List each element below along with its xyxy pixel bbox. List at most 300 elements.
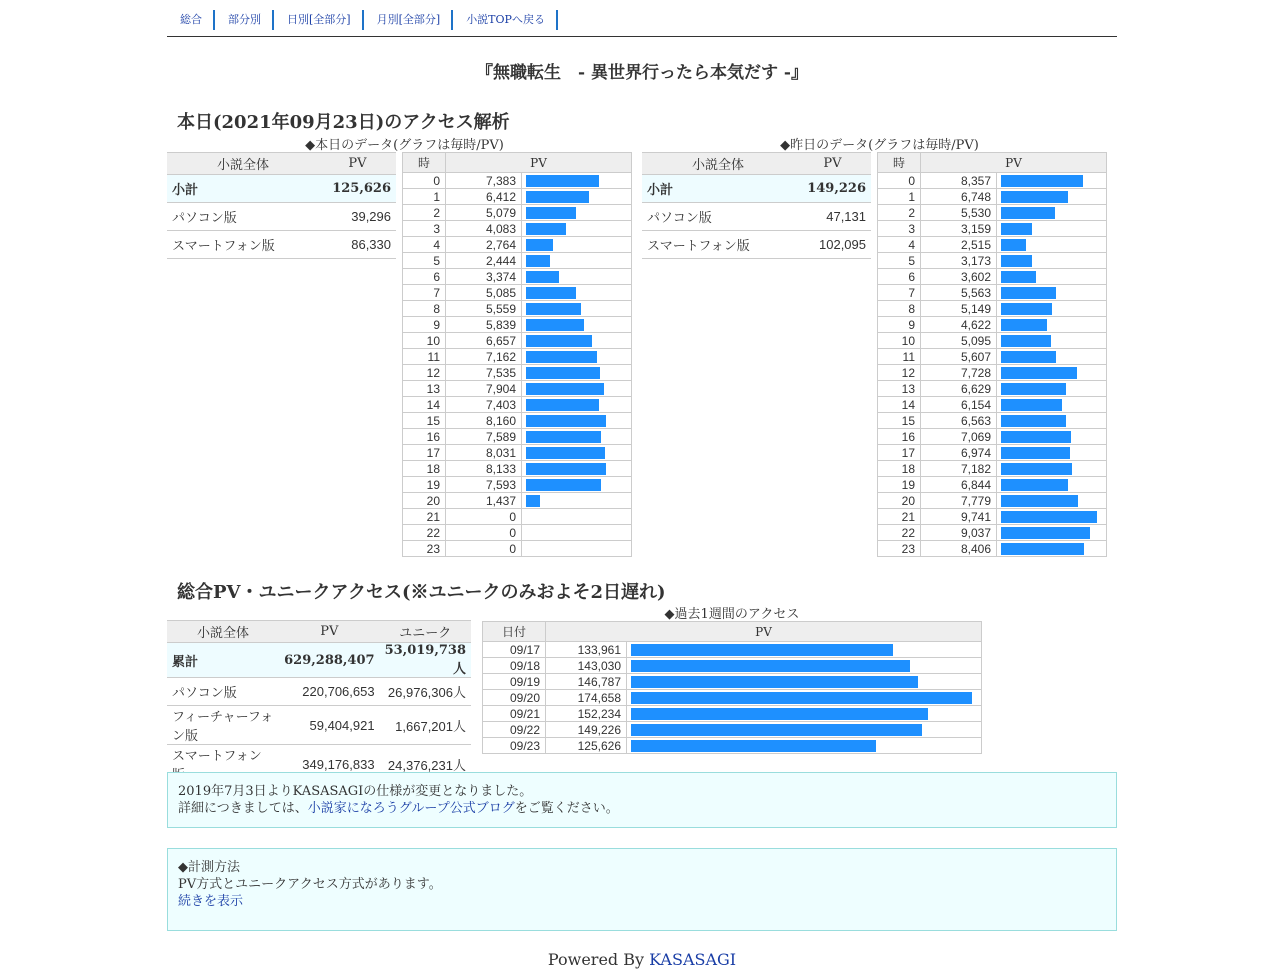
today-hour-pv: 5,559 (446, 301, 522, 317)
row-unique: 26,976,306人 (380, 678, 471, 706)
total-row-pc (167, 678, 471, 706)
today-hour-bar (526, 239, 553, 251)
today-hour-bar-cell (522, 237, 632, 253)
today-hour-bar (526, 383, 604, 395)
today-hour-pv: 7,162 (446, 349, 522, 365)
today-hour-label: 2 (403, 205, 446, 221)
col-header-date: 日付 (483, 622, 546, 642)
today-hour-label: 7 (403, 285, 446, 301)
row-value: 39,296 (319, 203, 396, 231)
today-hour-row (403, 253, 632, 269)
today-hour-pv: 3,374 (446, 269, 522, 285)
today-hour-bar (526, 223, 566, 235)
notice-line2 (178, 800, 1106, 817)
nav-link-summary[interactable]: 総合 (167, 10, 215, 30)
method-title: ◆計測方法 (178, 860, 240, 875)
today-hour-row (403, 173, 632, 189)
today-hour-bar-cell (522, 525, 632, 541)
today-hour-label: 4 (403, 237, 446, 253)
yesterday-hour-label: 22 (878, 525, 921, 541)
week-day-pv: 143,030 (546, 658, 627, 674)
yesterday-hour-pv: 2,515 (921, 237, 997, 253)
yesterday-hour-pv: 4,622 (921, 317, 997, 333)
today-hour-label: 11 (403, 349, 446, 365)
yesterday-hour-bar (1001, 543, 1084, 555)
today-hour-row (403, 381, 632, 397)
yesterday-hour-pv: 5,607 (921, 349, 997, 365)
yesterday-hour-pv: 3,602 (921, 269, 997, 285)
today-hour-label: 23 (403, 541, 446, 557)
today-hour-bar-cell (522, 349, 632, 365)
yesterday-hour-label: 23 (878, 541, 921, 557)
week-day-row (483, 658, 982, 674)
today-hour-label: 20 (403, 493, 446, 509)
yesterday-hour-bar (1001, 223, 1032, 235)
row-label: パソコン版 (167, 203, 319, 231)
week-day-pv: 125,626 (546, 738, 627, 754)
nav-divider (167, 36, 1117, 37)
yesterday-hour-pv: 8,357 (921, 173, 997, 189)
today-hour-bar-cell (522, 301, 632, 317)
week-day-row (483, 642, 982, 658)
today-hour-bar-cell (522, 333, 632, 349)
today-hour-bar-cell (522, 189, 632, 205)
yesterday-hour-row (878, 477, 1107, 493)
today-hourly-table (402, 152, 632, 557)
today-hour-bar (526, 255, 550, 267)
row-unique: 53,019,738人 (380, 643, 471, 678)
yesterday-hour-row (878, 541, 1107, 557)
today-hour-label: 9 (403, 317, 446, 333)
row-label: 小計 (642, 175, 794, 203)
notice-line1: 2019年7月3日よりKASASAGIの仕様が変更となりました。 (178, 784, 533, 799)
yesterday-hour-bar (1001, 303, 1052, 315)
notice-line2-pre: 詳細につきましては、 (178, 801, 308, 816)
week-day-bar-cell (627, 690, 982, 706)
row-unique: 1,667,201人 (380, 706, 471, 745)
today-hour-label: 19 (403, 477, 446, 493)
today-hour-row (403, 541, 632, 557)
week-day-label: 09/20 (483, 690, 546, 706)
yesterday-hour-bar-cell (997, 333, 1107, 349)
week-day-row (483, 690, 982, 706)
yesterday-hour-pv: 3,173 (921, 253, 997, 269)
row-label: フィーチャーフォン版 (167, 706, 279, 745)
today-hour-label: 6 (403, 269, 446, 285)
today-hour-bar-cell (522, 445, 632, 461)
col-header-novel: 小説全体 (642, 153, 794, 175)
week-day-bar-cell (627, 722, 982, 738)
yesterday-hour-bar (1001, 495, 1078, 507)
today-hour-pv: 7,535 (446, 365, 522, 381)
yesterday-hour-row (878, 285, 1107, 301)
total-table (167, 620, 471, 784)
week-day-row (483, 722, 982, 738)
yesterday-hour-pv: 6,974 (921, 445, 997, 461)
summary-row-subtotal (167, 175, 396, 203)
row-label: パソコン版 (642, 203, 794, 231)
row-pv: 59,404,921 (279, 706, 379, 745)
yesterday-hour-row (878, 397, 1107, 413)
week-day-label: 09/19 (483, 674, 546, 690)
summary-row-smartphone (167, 231, 396, 259)
yesterday-hour-row (878, 461, 1107, 477)
today-hour-bar-cell (522, 477, 632, 493)
today-hour-label: 21 (403, 509, 446, 525)
col-header-unique: ユニーク (380, 621, 471, 643)
week-day-bar-cell (627, 674, 982, 690)
yesterday-hour-label: 10 (878, 333, 921, 349)
yesterday-hourly-table (877, 152, 1107, 557)
yesterday-hour-label: 16 (878, 429, 921, 445)
footer (167, 950, 1117, 969)
yesterday-hour-bar-cell (997, 461, 1107, 477)
today-hour-pv: 0 (446, 509, 522, 525)
yesterday-hour-label: 19 (878, 477, 921, 493)
today-hour-pv: 7,593 (446, 477, 522, 493)
yesterday-hour-label: 1 (878, 189, 921, 205)
yesterday-hour-label: 14 (878, 397, 921, 413)
yesterday-hour-label: 13 (878, 381, 921, 397)
today-hour-pv: 7,403 (446, 397, 522, 413)
yesterday-hour-bar (1001, 351, 1056, 363)
week-day-bar-cell (627, 738, 982, 754)
method-box (167, 848, 1117, 931)
today-hour-label: 8 (403, 301, 446, 317)
today-hour-row (403, 509, 632, 525)
yesterday-hour-label: 17 (878, 445, 921, 461)
today-hour-label: 17 (403, 445, 446, 461)
yesterday-hour-bar (1001, 399, 1062, 411)
show-more-link[interactable]: 続きを表示 (178, 894, 244, 909)
yesterday-hour-label: 20 (878, 493, 921, 509)
footer-prefix: Powered By (547, 950, 650, 969)
today-hour-row (403, 461, 632, 477)
week-day-bar (631, 724, 922, 736)
yesterday-hour-row (878, 317, 1107, 333)
yesterday-hour-row (878, 365, 1107, 381)
yesterday-hour-bar-cell (997, 269, 1107, 285)
yesterday-hour-bar (1001, 367, 1077, 379)
today-hour-label: 12 (403, 365, 446, 381)
yesterday-hour-label: 6 (878, 269, 921, 285)
yesterday-hour-label: 8 (878, 301, 921, 317)
today-hour-row (403, 477, 632, 493)
today-hour-pv: 6,412 (446, 189, 522, 205)
today-hour-row (403, 333, 632, 349)
yesterday-hour-bar-cell (997, 413, 1107, 429)
yesterday-hour-bar (1001, 415, 1066, 427)
yesterday-hour-pv: 5,095 (921, 333, 997, 349)
yesterday-hour-bar-cell (997, 317, 1107, 333)
today-hour-bar (526, 367, 600, 379)
today-hour-pv: 8,031 (446, 445, 522, 461)
today-hour-bar (526, 415, 606, 427)
yesterday-hour-row (878, 221, 1107, 237)
today-hour-row (403, 349, 632, 365)
yesterday-hour-row (878, 189, 1107, 205)
yesterday-hour-bar-cell (997, 221, 1107, 237)
today-hour-label: 10 (403, 333, 446, 349)
week-day-pv: 133,961 (546, 642, 627, 658)
yesterday-caption: ◆昨日のデータ(グラフは毎時/PV) (780, 138, 979, 153)
yesterday-hour-label: 5 (878, 253, 921, 269)
yesterday-hour-pv: 6,629 (921, 381, 997, 397)
yesterday-hour-row (878, 301, 1107, 317)
yesterday-hour-bar-cell (997, 445, 1107, 461)
summary-row-pc (642, 203, 871, 231)
row-pv: 220,706,653 (279, 678, 379, 706)
row-value: 86,330 (319, 231, 396, 259)
week-day-bar (631, 644, 893, 656)
col-header-hour: 時 (403, 153, 446, 173)
yesterday-summary-table (642, 152, 871, 259)
yesterday-hour-pv: 5,563 (921, 285, 997, 301)
total-row-featurephone (167, 706, 471, 745)
today-hour-label: 5 (403, 253, 446, 269)
today-hour-pv: 7,904 (446, 381, 522, 397)
yesterday-hour-row (878, 509, 1107, 525)
today-hour-bar-cell (522, 173, 632, 189)
today-hour-bar-cell (522, 269, 632, 285)
today-summary-table (167, 152, 396, 259)
row-value: 149,226 (794, 175, 871, 203)
today-hour-bar-cell (522, 413, 632, 429)
total-row-cumulative (167, 643, 471, 678)
today-hour-pv: 4,083 (446, 221, 522, 237)
today-hour-row (403, 429, 632, 445)
top-nav (167, 9, 558, 31)
yesterday-hour-bar-cell (997, 301, 1107, 317)
today-hour-label: 22 (403, 525, 446, 541)
week-caption: ◆過去1週間のアクセス (664, 607, 800, 622)
today-hour-bar-cell (522, 285, 632, 301)
yesterday-hour-bar-cell (997, 493, 1107, 509)
today-hour-pv: 2,444 (446, 253, 522, 269)
row-pv: 629,288,407 (279, 643, 379, 678)
today-hour-bar (526, 399, 599, 411)
week-day-bar-cell (627, 642, 982, 658)
yesterday-hour-bar (1001, 255, 1032, 267)
today-hour-bar-cell (522, 221, 632, 237)
yesterday-hour-row (878, 349, 1107, 365)
official-blog-link[interactable]: 小説家になろうグループ公式ブログ (307, 801, 515, 816)
col-header-hour: 時 (878, 153, 921, 173)
yesterday-hour-bar-cell (997, 365, 1107, 381)
week-table (482, 621, 982, 754)
yesterday-hour-label: 21 (878, 509, 921, 525)
today-caption: ◆本日のデータ(グラフは毎時/PV) (305, 138, 504, 153)
nav-link-monthly[interactable]: 月別[全部分] (364, 10, 454, 30)
today-hour-row (403, 493, 632, 509)
novel-title: 『無職転生 - 異世界行ったら本気だす -』 (476, 63, 808, 83)
nav-link-novel-top[interactable]: 小説TOPへ戻る (453, 10, 558, 30)
today-hour-bar (526, 447, 605, 459)
row-label: 累計 (167, 643, 279, 678)
nav-link-daily[interactable]: 日別[全部分] (274, 10, 364, 30)
yesterday-hour-pv: 8,406 (921, 541, 997, 557)
yesterday-hour-bar (1001, 319, 1047, 331)
yesterday-hour-pv: 5,149 (921, 301, 997, 317)
today-hour-row (403, 205, 632, 221)
week-day-bar-cell (627, 706, 982, 722)
summary-row-smartphone (642, 231, 871, 259)
week-day-bar-cell (627, 658, 982, 674)
row-value: 47,131 (794, 203, 871, 231)
yesterday-hour-bar-cell (997, 429, 1107, 445)
yesterday-hour-bar-cell (997, 477, 1107, 493)
today-hour-pv: 5,085 (446, 285, 522, 301)
week-day-row (483, 706, 982, 722)
today-hour-row (403, 317, 632, 333)
yesterday-hour-label: 18 (878, 461, 921, 477)
today-hour-bar-cell (522, 461, 632, 477)
yesterday-hour-label: 0 (878, 173, 921, 189)
notice-box (167, 772, 1117, 828)
today-hour-pv: 7,589 (446, 429, 522, 445)
yesterday-hour-pv: 6,844 (921, 477, 997, 493)
today-hour-bar-cell (522, 381, 632, 397)
yesterday-hour-bar-cell (997, 237, 1107, 253)
today-hour-pv: 7,383 (446, 173, 522, 189)
row-label: パソコン版 (167, 678, 279, 706)
today-hour-bar-cell (522, 253, 632, 269)
yesterday-hour-row (878, 429, 1107, 445)
row-label: スマートフォン版 (642, 231, 794, 259)
col-header-novel: 小説全体 (167, 621, 279, 643)
today-hour-bar-cell (522, 493, 632, 509)
yesterday-hour-bar (1001, 287, 1056, 299)
week-day-label: 09/22 (483, 722, 546, 738)
today-hour-bar (526, 319, 584, 331)
yesterday-hour-bar-cell (997, 541, 1107, 557)
today-hour-label: 18 (403, 461, 446, 477)
yesterday-hour-bar-cell (997, 285, 1107, 301)
today-hour-label: 15 (403, 413, 446, 429)
today-hour-pv: 8,160 (446, 413, 522, 429)
today-hour-pv: 8,133 (446, 461, 522, 477)
row-label: スマートフォン (167, 745, 279, 784)
today-hour-bar (526, 271, 559, 283)
yesterday-hour-bar (1001, 175, 1083, 187)
week-day-bar (631, 740, 876, 752)
yesterday-hour-row (878, 173, 1107, 189)
today-hour-label: 0 (403, 173, 446, 189)
row-label: 小計 (167, 175, 319, 203)
today-hour-bar (526, 495, 540, 507)
today-hour-bar (526, 207, 576, 219)
today-hour-row (403, 221, 632, 237)
yesterday-hour-row (878, 237, 1107, 253)
yesterday-hour-label: 7 (878, 285, 921, 301)
row-value: 125,626 (319, 175, 396, 203)
row-unique: 24,376,231人 (380, 745, 471, 784)
week-day-bar (631, 660, 910, 672)
yesterday-hour-bar-cell (997, 381, 1107, 397)
yesterday-hour-row (878, 525, 1107, 541)
yesterday-hour-pv: 3,159 (921, 221, 997, 237)
today-hour-bar-cell (522, 317, 632, 333)
yesterday-hour-label: 3 (878, 221, 921, 237)
today-hour-row (403, 237, 632, 253)
yesterday-hour-bar-cell (997, 173, 1107, 189)
yesterday-hour-bar (1001, 527, 1090, 539)
today-hour-bar-cell (522, 429, 632, 445)
today-hour-label: 13 (403, 381, 446, 397)
yesterday-hour-bar (1001, 191, 1068, 203)
today-hour-label: 3 (403, 221, 446, 237)
week-day-row (483, 674, 982, 690)
week-day-pv: 146,787 (546, 674, 627, 690)
yesterday-hour-row (878, 413, 1107, 429)
today-hour-bar (526, 175, 599, 187)
today-hour-bar (526, 287, 576, 299)
today-hour-bar (526, 335, 592, 347)
yesterday-hour-bar-cell (997, 205, 1107, 221)
today-hour-bar (526, 463, 606, 475)
today-hour-pv: 0 (446, 541, 522, 557)
week-day-row (483, 738, 982, 754)
yesterday-hour-pv: 6,154 (921, 397, 997, 413)
today-hour-bar-cell (522, 397, 632, 413)
yesterday-hour-bar (1001, 239, 1026, 251)
yesterday-hour-bar (1001, 463, 1072, 475)
notice-line2-post: をご覧ください。 (514, 801, 619, 816)
yesterday-hour-pv: 6,563 (921, 413, 997, 429)
yesterday-hour-pv: 7,182 (921, 461, 997, 477)
col-header-pv: PV (921, 153, 1107, 173)
yesterday-hour-bar-cell (997, 349, 1107, 365)
yesterday-hour-row (878, 333, 1107, 349)
today-hour-label: 14 (403, 397, 446, 413)
row-value: 102,095 (794, 231, 871, 259)
col-header-pv: PV (279, 621, 379, 643)
today-hour-bar-cell (522, 205, 632, 221)
yesterday-hour-bar-cell (997, 525, 1107, 541)
today-hour-bar-cell (522, 541, 632, 557)
method-text: PV方式とユニークアクセス方式があります。 (178, 877, 442, 892)
yesterday-hour-bar-cell (997, 253, 1107, 269)
yesterday-hour-bar (1001, 383, 1066, 395)
week-day-pv: 174,658 (546, 690, 627, 706)
today-hour-pv: 5,079 (446, 205, 522, 221)
total-heading: 総合PV・ユニークアクセス(※ユニークのみおよそ2日遅れ) (177, 582, 666, 603)
today-hour-pv: 0 (446, 525, 522, 541)
today-hour-row (403, 413, 632, 429)
row-pv: 349,176,833 (279, 745, 379, 784)
week-day-label: 09/17 (483, 642, 546, 658)
week-day-bar (631, 676, 918, 688)
kasasagi-link[interactable]: KASASAGI (649, 950, 737, 969)
week-day-pv: 152,234 (546, 706, 627, 722)
col-header-pv: PV (546, 622, 982, 642)
yesterday-hour-bar (1001, 207, 1055, 219)
today-hour-bar-cell (522, 509, 632, 525)
today-hour-label: 1 (403, 189, 446, 205)
week-day-pv: 149,226 (546, 722, 627, 738)
yesterday-hour-pv: 7,728 (921, 365, 997, 381)
yesterday-hour-label: 2 (878, 205, 921, 221)
today-hour-row (403, 301, 632, 317)
week-day-label: 09/21 (483, 706, 546, 722)
nav-link-parts[interactable]: 部分別 (215, 10, 274, 30)
yesterday-hour-bar (1001, 479, 1068, 491)
yesterday-hour-label: 12 (878, 365, 921, 381)
today-hour-row (403, 365, 632, 381)
yesterday-hour-bar-cell (997, 397, 1107, 413)
summary-row-pc (167, 203, 396, 231)
summary-row-subtotal (642, 175, 871, 203)
